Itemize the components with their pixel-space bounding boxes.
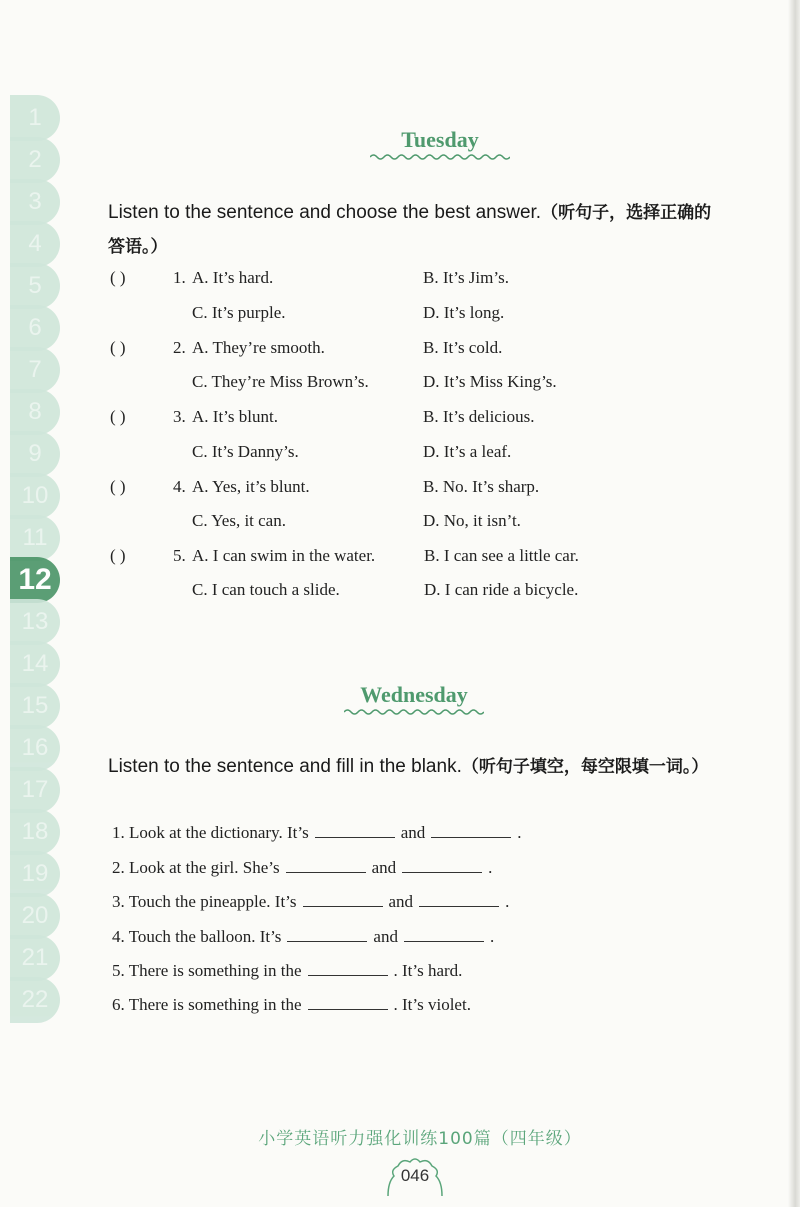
chapter-tab[interactable]: 2: [10, 137, 60, 183]
option-a: A. Yes, it’s blunt.: [192, 477, 310, 496]
option-b: B. I can see a little car.: [424, 546, 579, 565]
blank-field[interactable]: [404, 927, 484, 942]
page-number-badge: [380, 1156, 450, 1196]
answer-box[interactable]: ( ): [110, 546, 126, 565]
fill-text: 4. Touch the balloon. It’s: [112, 927, 282, 946]
option-c: C. I can touch a slide.: [192, 580, 340, 599]
chapter-tab[interactable]: 1: [10, 95, 60, 141]
chapter-tab[interactable]: 16: [10, 725, 60, 771]
question-number: 3.: [173, 407, 186, 426]
fill-text: and: [388, 892, 414, 911]
answer-box[interactable]: ( ): [110, 338, 126, 357]
blank-field[interactable]: [287, 927, 367, 942]
fill-text: .: [489, 927, 495, 946]
chapter-tab[interactable]: 15: [10, 683, 60, 729]
option-d: D. I can ride a bicycle.: [424, 580, 579, 599]
wednesday-instruction: [108, 750, 728, 784]
wavy-underline-icon: [370, 153, 510, 161]
blank-field[interactable]: [419, 892, 499, 907]
chapter-tab[interactable]: 11: [10, 515, 60, 561]
question-number: 1.: [173, 268, 186, 287]
fill-text: . It’s hard.: [393, 961, 463, 980]
tuesday-heading: [340, 127, 540, 161]
wednesday-title: Wednesday: [360, 682, 468, 707]
answer-box[interactable]: ( ): [110, 407, 126, 426]
question-number: 2.: [173, 338, 186, 357]
fill-text: . It’s violet.: [393, 995, 471, 1014]
question-number: 5.: [173, 546, 186, 565]
chapter-tab[interactable]: 6: [10, 305, 60, 351]
option-d: D. It’s long.: [423, 303, 505, 322]
chapter-tab[interactable]: 4: [10, 221, 60, 267]
instruction-chinese: （听句子填空，每空限填一词。）: [461, 757, 709, 777]
blank-field[interactable]: [286, 858, 366, 873]
fill-text: .: [488, 858, 493, 877]
fill-item-2: [112, 858, 492, 878]
fill-text: 1. Look at the dictionary. It’s: [112, 823, 309, 842]
option-a: A. It’s blunt.: [192, 407, 278, 426]
fill-text: 2. Look at the girl. She’s: [112, 858, 280, 877]
fill-item-3: [112, 892, 509, 912]
fill-text: and: [371, 858, 397, 877]
book-title: 小学英语听力强化训练100篇（四年级）: [258, 1129, 582, 1149]
chapter-tab[interactable]: 19: [10, 851, 60, 897]
option-d: D. It’s a leaf.: [423, 442, 512, 461]
chapter-tab[interactable]: 18: [10, 809, 60, 855]
option-b: B. No. It’s sharp.: [423, 477, 540, 496]
chapter-tab[interactable]: 8: [10, 389, 60, 435]
chapter-tab[interactable]: 17: [10, 767, 60, 813]
page-number: 046: [400, 1166, 430, 1185]
tuesday-instruction: [108, 196, 728, 264]
option-b: B. It’s delicious.: [423, 407, 535, 426]
option-b: B. It’s cold.: [423, 338, 503, 357]
page-edge: [788, 0, 800, 1207]
fill-item-6: [112, 995, 471, 1015]
fill-item-5: [112, 961, 462, 981]
blank-field[interactable]: [431, 823, 511, 838]
answer-box[interactable]: ( ): [110, 268, 126, 287]
tuesday-title: Tuesday: [401, 127, 479, 152]
wavy-underline-icon: [344, 708, 484, 716]
chapter-tab[interactable]: 5: [10, 263, 60, 309]
fill-text: .: [505, 892, 510, 911]
chapter-tab[interactable]: 21: [10, 935, 60, 981]
option-a: A. It’s hard.: [192, 268, 274, 287]
option-d: D. It’s Miss King’s.: [423, 372, 557, 391]
option-a: A. I can swim in the water.: [192, 546, 376, 565]
blank-field[interactable]: [308, 961, 388, 976]
option-c: C. It’s purple.: [192, 303, 286, 322]
instruction-english: Listen to the sentence and fill in the blank.: [108, 756, 462, 777]
fill-text: 5. There is something in the: [112, 961, 302, 980]
blank-field[interactable]: [303, 892, 383, 907]
option-c: C. It’s Danny’s.: [192, 442, 299, 461]
fill-text: 6. There is something in the: [112, 995, 302, 1014]
chapter-tab[interactable]: 14: [10, 641, 60, 687]
blank-field[interactable]: [315, 823, 395, 838]
chapter-tab[interactable]: 7: [10, 347, 60, 393]
fill-text: .: [517, 823, 522, 842]
fill-item-1: [112, 823, 522, 843]
fill-item-4: [112, 927, 494, 947]
fill-text: and: [400, 823, 426, 842]
chapter-tab[interactable]: 3: [10, 179, 60, 225]
option-a: A. They’re smooth.: [192, 338, 325, 357]
chapter-tab[interactable]: 9: [10, 431, 60, 477]
option-b: B. It’s Jim’s.: [423, 268, 509, 287]
chapter-tabs: [10, 95, 60, 1019]
option-d: D. No, it isn’t.: [423, 511, 521, 530]
answer-box[interactable]: ( ): [110, 477, 126, 496]
instruction-english: Listen to the sentence and choose the best answer.: [108, 202, 542, 223]
blank-field[interactable]: [308, 995, 388, 1010]
blank-field[interactable]: [402, 858, 482, 873]
chapter-tab[interactable]: 20: [10, 893, 60, 939]
wednesday-heading: [314, 682, 514, 716]
fill-text: 3. Touch the pineapple. It’s: [112, 892, 297, 911]
instruction-chinese: （听句子，选择正确的答语。）: [108, 203, 712, 257]
fill-text: and: [373, 927, 398, 946]
option-c: C. Yes, it can.: [192, 511, 286, 530]
chapter-tab[interactable]: 22: [10, 977, 60, 1023]
chapter-tab[interactable]: 13: [10, 599, 60, 645]
question-number: 4.: [173, 477, 186, 496]
chapter-tab[interactable]: 10: [10, 473, 60, 519]
option-c: C. They’re Miss Brown’s.: [192, 372, 369, 391]
chapter-tab-active[interactable]: 12: [10, 557, 60, 603]
